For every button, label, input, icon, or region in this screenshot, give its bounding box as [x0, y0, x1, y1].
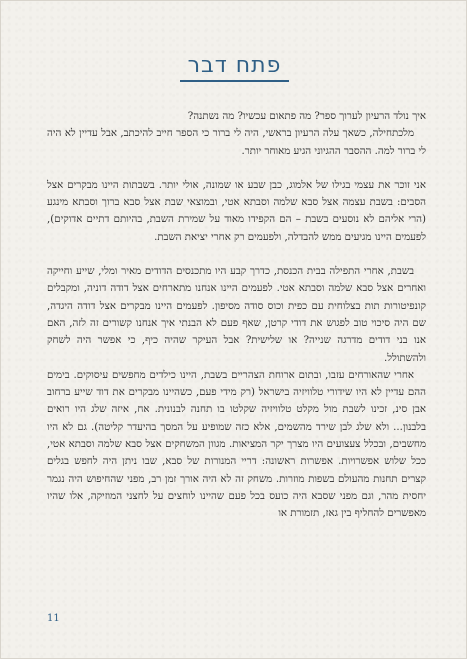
page-number: 11 — [47, 613, 60, 624]
title-container — [1, 53, 467, 82]
paragraph-1: איך נולד הרעיון לערוך ספר? מה פתאום עכשיו? מה נשתנה? — [187, 111, 426, 122]
paragraph-4: בשבת, אחרי התפילה בבית הכנסת, כדרך קבע היו מתכנסים הדודים מאיר ומלי, שייע וחייקה ואחרים אצל סבא שלמה וסבתא אטי. לפעמים היינו אנחנו מתארחים אצל דודה דוניה, ומקבלים קונפיטורות תות בצלוחית עם כפית וכוס סודה מסיפון. לפעמים היינו מבקרים אצל דודה היגדה, שם היה סיכוי טוב לפגוש את דודי קרטן, שאף פעם לא הבנתי איך אנחנו קשורים זה לזה, האם אנו בני דודים מדרגה שנייה? או שלישית? אבל העיקר שהיה כיף, כי אפשר היה לשחק ולהשתולל. — [47, 266, 426, 364]
paragraph-5: אחרי שהאורחים עזבו, ובתום ארוחת הצהריים בשבת, היינו כילדים מחפשים עיסוקים. בימים ההם עדיין לא היו שידורי טלוויזיה בישראל (רק מידי פעם, כשהיינו מבקרים את דוד שייע ברחוב אבן סינ, זכינו לשבת מול מקלט טלוויזיה שקלטו בו תחנה לבנונית. אח, איזה שלג היו רואים בלבנון... ולא שלג לבן שירד מהשמים, אלא כזה שמופיע על המסך בהיעדר קליטה). גם לא היו מחשבים, ובכלל צעצועים היו מצרך יקר המציאות. מגוון המשחקים אצל סבא שלמה וסבתא אטי, ככל שלוש אפשרויות. אפשרות ראשונה: דריי המנורות של סבא, שבו ניתן היה לחפש בגלים קצרים תחנות מהעולם בשפות מוזרות. משחק זה לא היה אורך זמן רב, מפני שהחיפוש היה נגמר יחסית מהר, וגם מפני שסבא היה כועס בכל פעם שהיינו לוחצים על לחצני המוזיקה, אלו שהיו מאפשרים להחליף בין גאז, תזמורת או — [47, 369, 426, 520]
paragraph-2: מלכתחילה, כשאך עלה הרעיון בראשי, היה לי ברור כי הספר חייב להיכתב, אבל עדיין לא היה לי ברור למה. ההסבר ההגיוני הגיע מאוחר יותר. — [47, 128, 426, 157]
paragraph-3: אני זוכר את עצמי בגילו של אלמוג, כבן שבע או שמונה, אולי יותר. בשבתות היינו מבקרים אצל הסבים: בשבת עצמה אצל סבא שלמה וסבתא אטי, ובמוצאי שבת אצל סבא ברוך וסבתא מינגע (הרי אליהם לא נוסעים בשבת – הם הקפידו מאוד על שמירת השבת, בהיותם דתיים אדוקים), לפעמים היינו מגיעים ממש להבדלה, ולפעמים רק אחרי יציאת השבת. — [47, 179, 426, 243]
page-title: פתח דבר — [180, 53, 290, 82]
text-body — [47, 108, 426, 523]
